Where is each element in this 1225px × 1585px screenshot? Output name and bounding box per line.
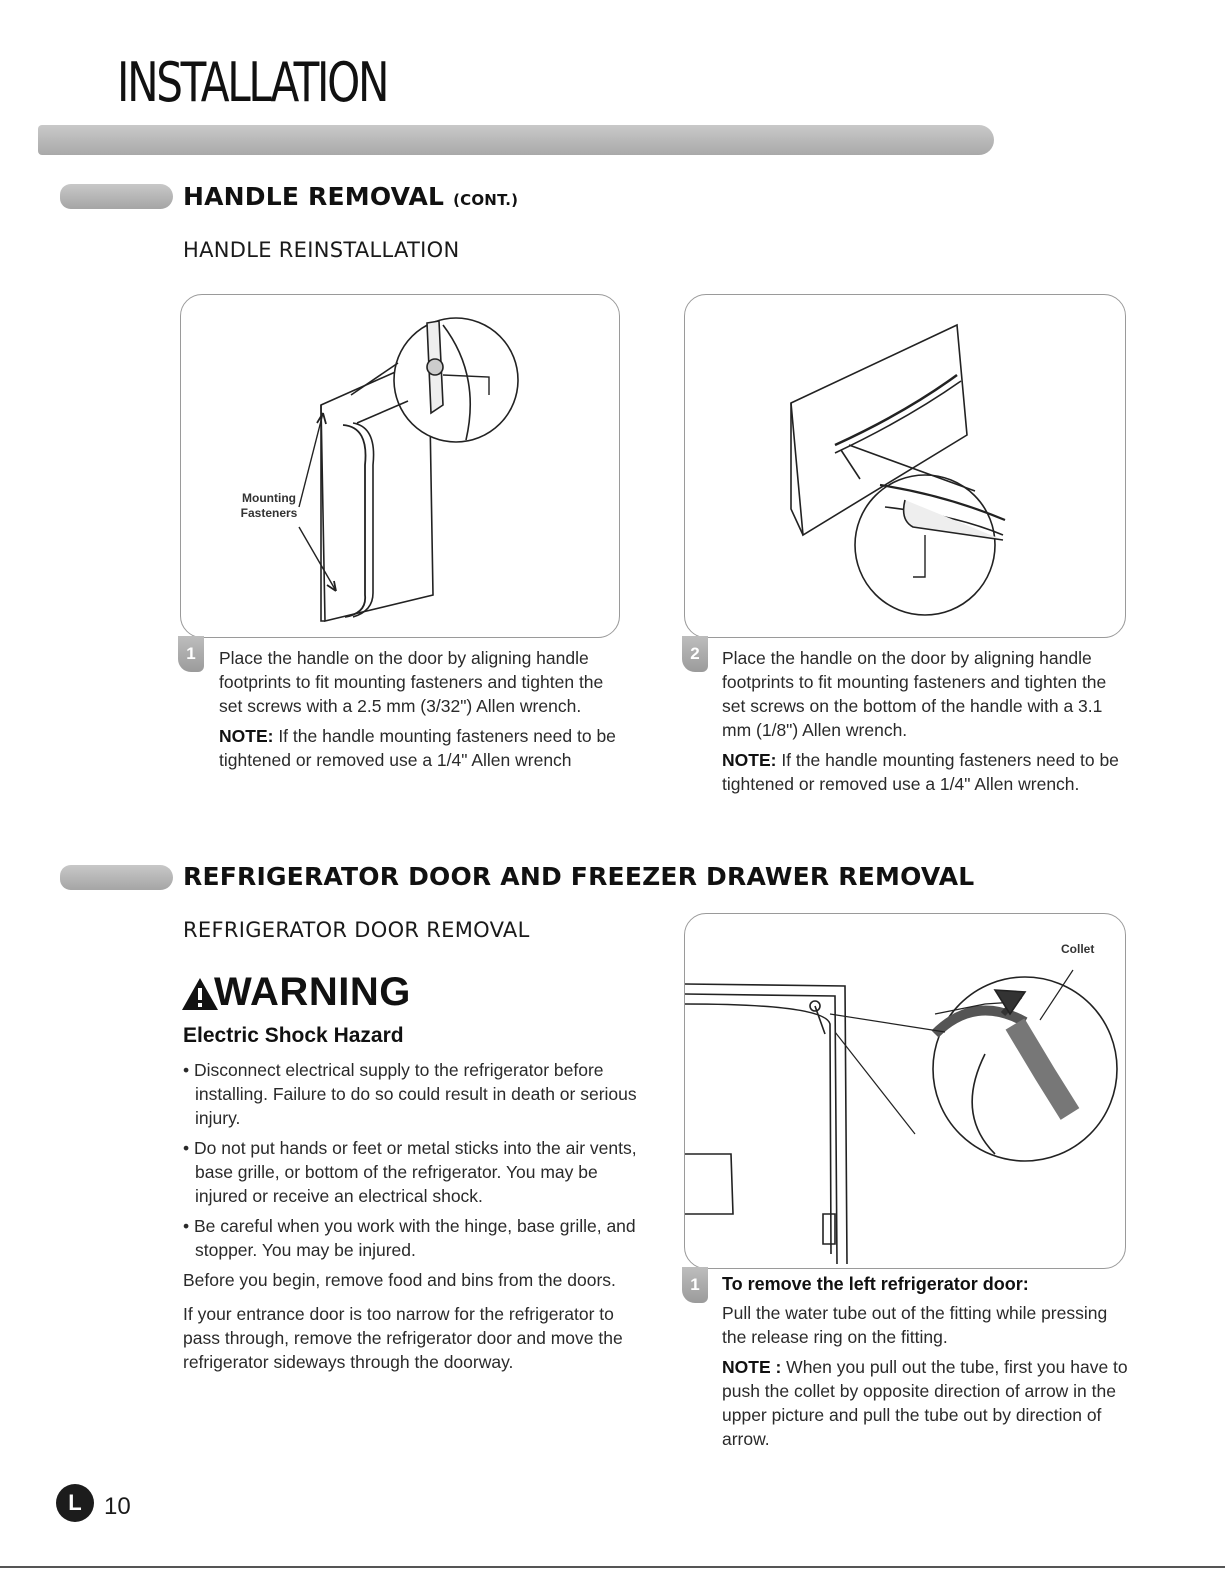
section-title-handle-removal xyxy=(183,182,518,211)
warning-bullet: • Be careful when you work with the hinge, base grille, and stopper. You may be injured. xyxy=(183,1216,636,1260)
step-1-text: Place the handle on the door by aligning handle footprints to fit mounting fasteners and tighten the set screws with a 2.5 mm (3/32") Allen wrench. xyxy=(219,648,604,716)
note-text: If the handle mounting fasteners need to be tightened or removed use a 1/4" Allen wrench. xyxy=(722,750,1119,794)
subtitle-handle-reinstallation: HANDLE REINSTALLATION xyxy=(183,238,460,262)
label-line-1: Mounting xyxy=(242,491,296,505)
handle-door-diagram xyxy=(181,295,621,639)
warning-bullet: • Disconnect electrical supply to the refrigerator before installing. Failure to do so could result in death or serious injury. xyxy=(183,1060,637,1128)
collet-label: Collet xyxy=(1061,942,1095,956)
step-note xyxy=(722,1355,1130,1451)
page-number: 10 xyxy=(104,1493,131,1520)
intro-paragraph-2: If your entrance door is too narrow for the refrigerator to pass through, remove the refrigerator door and move the refrigerator sideways through the doorway. xyxy=(183,1304,623,1372)
note-label: NOTE: xyxy=(722,750,777,770)
note-label: NOTE: xyxy=(219,726,274,746)
step-badge-1: 1 xyxy=(682,1267,708,1303)
mounting-fasteners-label xyxy=(219,491,319,521)
step-text: Pull the water tube out of the fitting while pressing the release ring on the fitting. xyxy=(722,1303,1108,1347)
note-text: If the handle mounting fasteners need to be tightened or removed use a 1/4" Allen wrench xyxy=(219,726,616,770)
warning-bullet: • Do not put hands or feet or metal sticks into the air vents, base grille, or bottom of the refrigerator. You may be injured or receive an electrical shock. xyxy=(183,1138,637,1206)
handle-bottom-diagram xyxy=(685,295,1127,639)
note-text: When you pull out the tube, first you have to push the collet by opposite direction of arrow in the upper picture and pull the tube out by direction of arrow. xyxy=(722,1357,1128,1449)
step-1-note xyxy=(219,724,621,772)
step-1-instructions xyxy=(219,646,621,772)
warning-title: WARNING xyxy=(214,970,411,1014)
lg-logo: L xyxy=(56,1484,94,1522)
intro-paragraph-1: Before you begin, remove food and bins from the doors. xyxy=(183,1270,616,1290)
hazard-title: Electric Shock Hazard xyxy=(183,1024,404,1047)
label-line-2: Fasteners xyxy=(240,506,298,520)
note-label: NOTE : xyxy=(722,1357,782,1377)
section-bar xyxy=(60,184,173,209)
subtitle-door-removal: REFRIGERATOR DOOR REMOVAL xyxy=(183,918,530,942)
section-title-door-removal: REFRIGERATOR DOOR AND FREEZER DRAWER REMOVAL xyxy=(183,862,975,891)
section-bar xyxy=(60,865,173,890)
step-2-note xyxy=(722,748,1128,796)
step-heading: To remove the left refrigerator door: xyxy=(722,1274,1029,1294)
warning-bullets xyxy=(183,1058,653,1374)
section-title-suffix: (CONT.) xyxy=(453,191,519,209)
figure-panel-3 xyxy=(684,913,1126,1269)
door-removal-step-1 xyxy=(722,1272,1130,1451)
figure-panel-2 xyxy=(684,294,1126,638)
section-title-text: HANDLE REMOVAL xyxy=(183,182,445,211)
header-bar xyxy=(38,125,994,155)
step-badge-2: 2 xyxy=(682,636,708,672)
bottom-rule xyxy=(0,1566,1225,1568)
step-badge-1: 1 xyxy=(178,636,204,672)
water-tube-diagram xyxy=(685,914,1127,1270)
page-title: INSTALLATION xyxy=(117,51,388,114)
step-2-text: Place the handle on the door by aligning handle footprints to fit mounting fasteners and tighten the set screws on the bottom of the handle with a 3.1 mm (1/8") Allen wrench. xyxy=(722,648,1107,740)
step-2-instructions xyxy=(722,646,1128,796)
figure-panel-1 xyxy=(180,294,620,638)
